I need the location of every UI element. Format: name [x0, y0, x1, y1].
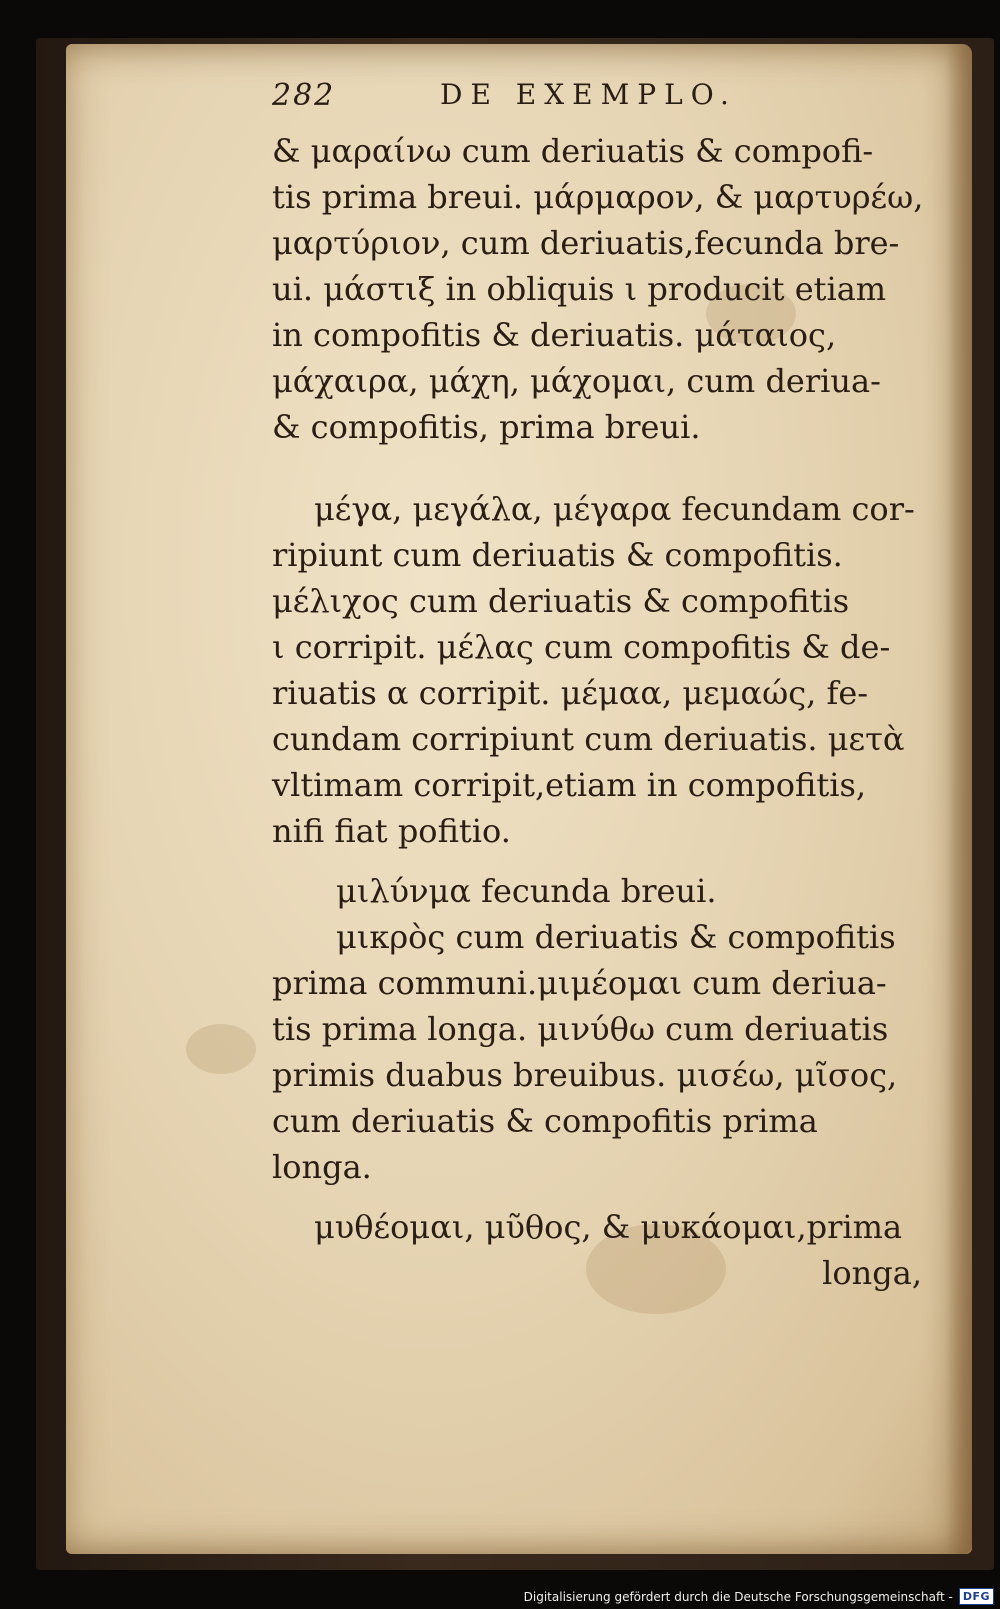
running-head: [272, 70, 932, 128]
text-line: μαρτύριον, cum deriuatis,fecunda bre-: [272, 224, 900, 262]
text-line: in compofitis & deriuatis. μάταιος,: [272, 316, 837, 354]
digitization-credit: [524, 1588, 994, 1605]
page-number: 282: [272, 78, 336, 113]
paragraph-5: [272, 1204, 932, 1296]
text-line: ui. μάστιξ in obliquis ι producit etiam: [272, 270, 887, 308]
text-line: nifi fiat pofitio.: [272, 812, 511, 850]
text-line: μικρὸς cum deriuatis & compofitis: [336, 918, 896, 956]
text-line: riuatis α corripit. μέμαα, μεμαώς, fe-: [272, 674, 869, 712]
text-line: cundam corripiunt cum deriuatis. μετὰ: [272, 720, 905, 758]
text-line: longa.: [272, 1148, 372, 1186]
text-line: primis duabus breuibus. μισέω, μῖσος,: [272, 1056, 898, 1094]
text-line: μάχαιρα, μάχη, μάχομαι, cum deriua-: [272, 362, 881, 400]
paragraph-gap: [272, 450, 932, 486]
page-edge: [946, 44, 972, 1554]
page-text: [272, 70, 932, 1296]
paper-stain: [186, 1024, 256, 1074]
text-line: μιλύνμα fecunda breui.: [336, 872, 717, 910]
paragraph-3: [272, 868, 932, 914]
text-line: tis prima breui. μάρμαρον, & μαρτυρέω,: [272, 178, 924, 216]
paragraph-gap: [272, 1190, 932, 1204]
credit-text: Digitalisierung gefördert durch die Deutsche Forschungsgemeinschaft -: [523, 1589, 953, 1604]
paragraph-gap: [272, 854, 932, 868]
paragraph-2: [272, 486, 932, 854]
dfg-logo: DFG: [959, 1588, 994, 1605]
running-title: DE EXEMPLO.: [440, 78, 737, 111]
paragraph-4: [272, 914, 932, 1190]
text-line: μέλιχος cum deriuatis & compofitis: [272, 582, 850, 620]
text-line: & μαραίνω cum deriuatis & compofi-: [272, 132, 874, 170]
text-line: vltimam corripit,etiam in compofitis,: [272, 766, 867, 804]
text-line: tis prima longa. μινύθω cum deriuatis: [272, 1010, 889, 1048]
text-line: μέγα, μεγάλα, μέγαρα fecundam cor-: [314, 490, 915, 528]
text-line: μυθέομαι, μῦθος, & μυκάομαι,prima: [314, 1208, 903, 1246]
text-line: prima communi.μιμέομαι cum deriua-: [272, 964, 887, 1002]
text-line: & compofitis, prima breui.: [272, 408, 701, 446]
text-line: cum deriuatis & compofitis prima: [272, 1102, 818, 1140]
paragraph-1: [272, 128, 932, 450]
catchword: longa,: [822, 1254, 922, 1292]
text-line: ι corripit. μέλας cum compofitis & de-: [272, 628, 891, 666]
text-line: ripiunt cum deriuatis & compofitis.: [272, 536, 843, 574]
